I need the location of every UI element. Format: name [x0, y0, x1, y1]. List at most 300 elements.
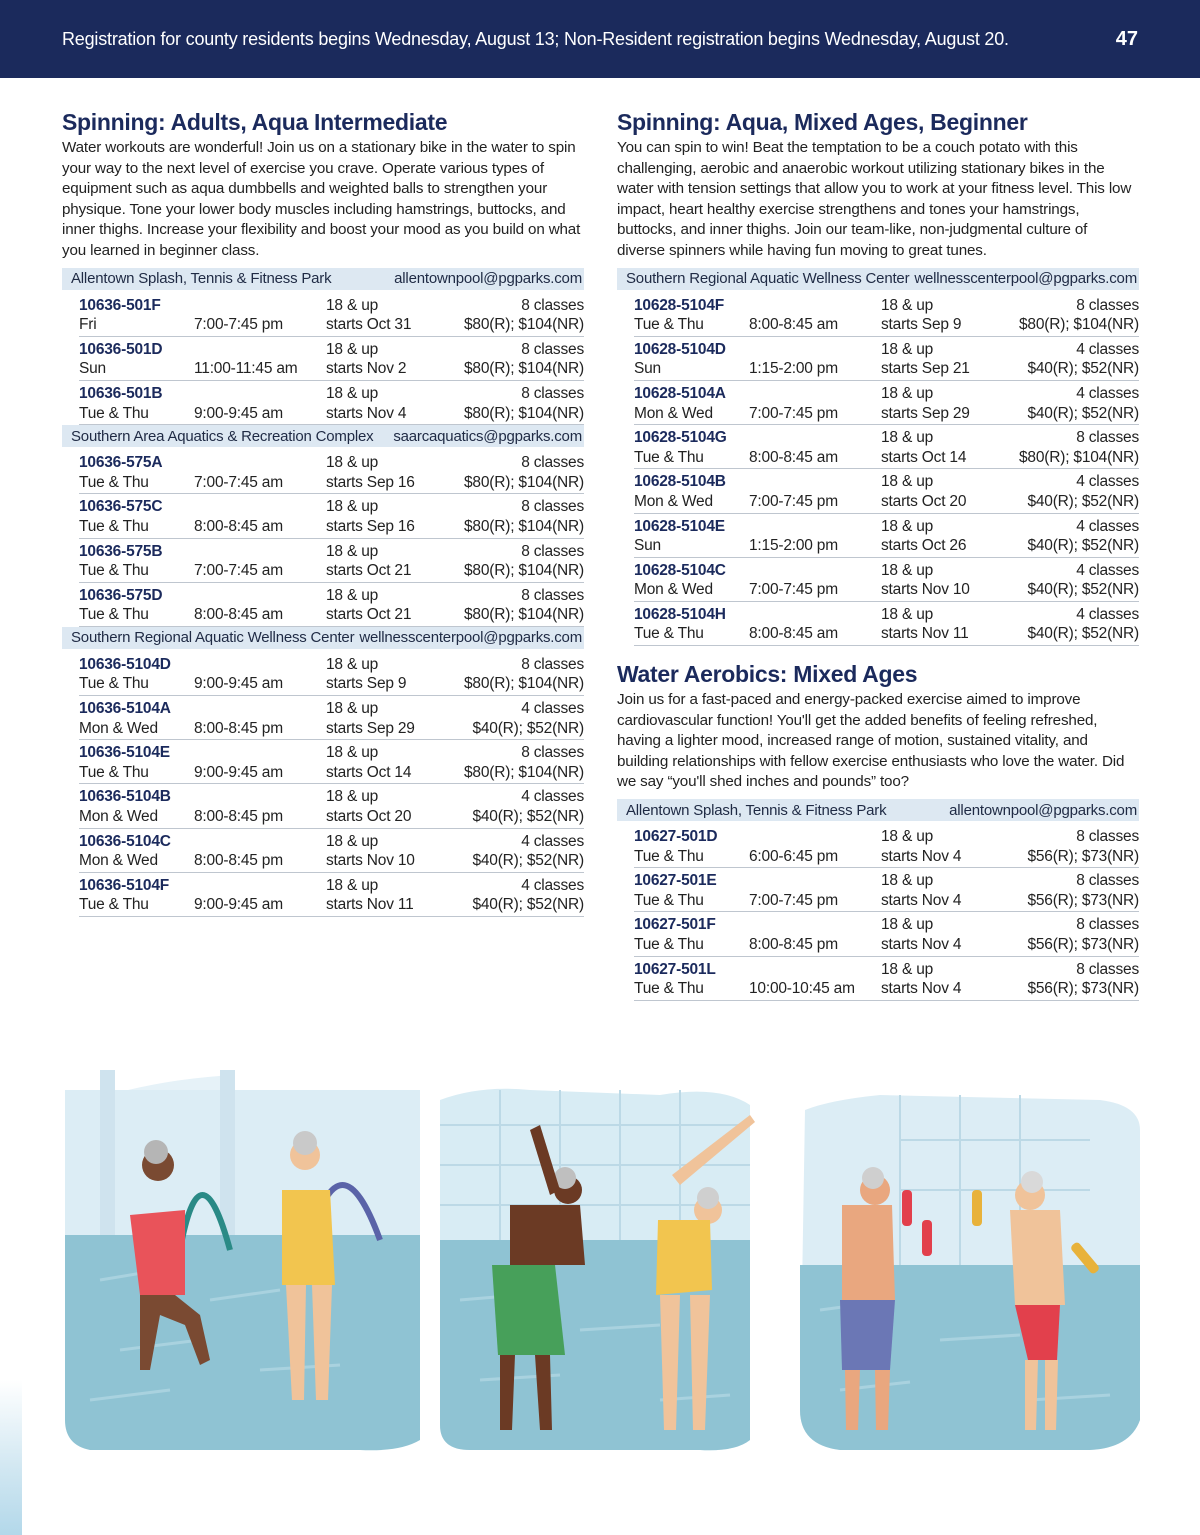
age-range: 18 & up [326, 876, 379, 894]
age-range: 18 & up [881, 872, 934, 890]
session-days: Tue & Thu [79, 517, 149, 535]
age-classes [326, 832, 584, 852]
age-classes [326, 542, 584, 562]
session-days: Sun [634, 537, 661, 555]
class-count: 8 classes [521, 586, 584, 604]
class-count: 8 classes [521, 542, 584, 560]
water-aerobics-hoops-illustration [65, 1070, 420, 1450]
aqua-dumbbells-illustration [800, 1095, 1140, 1450]
session-row [79, 873, 584, 917]
age-classes [326, 497, 584, 517]
session-spacer [194, 340, 326, 360]
age-classes [881, 472, 1139, 492]
age-range: 18 & up [326, 542, 379, 560]
session-row [79, 652, 584, 696]
course-code: 10627-501L [634, 960, 716, 978]
start-fee [881, 847, 1139, 867]
session-list [62, 450, 584, 627]
course-code: 10628-5104E [634, 517, 725, 535]
session-row [79, 583, 584, 627]
section-title: Spinning: Aqua, Mixed Ages, Beginner [617, 109, 1028, 135]
start-date: starts Oct 26 [881, 537, 967, 555]
session-time: 9:00-9:45 am [194, 763, 283, 781]
session-spacer [749, 296, 881, 316]
session-row [634, 425, 1139, 469]
session-list [62, 652, 584, 917]
start-date: starts Oct 31 [326, 316, 412, 334]
start-date: starts Nov 11 [326, 896, 414, 914]
session-time: 8:00-8:45 pm [749, 936, 838, 953]
session-days: Tue & Thu [79, 606, 149, 624]
session-days: Tue & Thu [79, 675, 149, 693]
fee: $80(R); $104(NR) [464, 316, 584, 334]
session-days: Mon & Wed [634, 581, 713, 599]
page-number: 47 [1115, 27, 1138, 50]
start-fee [326, 674, 584, 694]
session-days: Sun [79, 360, 106, 378]
age-classes [881, 340, 1139, 360]
course-code: 10636-5104C [79, 832, 171, 850]
fee: $56(R); $73(NR) [1027, 847, 1139, 865]
session-spacer [749, 472, 881, 492]
session-days: Tue & Thu [634, 936, 704, 953]
age-classes [881, 605, 1139, 625]
age-classes [326, 655, 584, 675]
start-fee [326, 719, 584, 739]
course-code: 10627-501E [634, 872, 717, 890]
start-date: starts Oct 20 [881, 492, 967, 510]
session-days: Mon & Wed [79, 808, 158, 826]
age-classes [326, 296, 584, 316]
course-code: 10636-5104D [79, 655, 171, 673]
session-spacer [194, 586, 326, 606]
session-row [634, 602, 1139, 646]
session-time: 8:00-8:45 pm [194, 808, 283, 826]
fee: $80(R); $104(NR) [464, 562, 584, 580]
age-classes [326, 743, 584, 763]
fee: $80(R); $104(NR) [464, 404, 584, 422]
location-email[interactable]: allentownpool@pgparks.com [949, 801, 1137, 819]
session-row [634, 824, 1139, 868]
fee: $40(R); $52(NR) [1027, 625, 1139, 643]
water-stretching-illustration [440, 1089, 755, 1451]
fee: $40(R); $52(NR) [1027, 537, 1139, 555]
start-fee [326, 895, 584, 915]
age-range: 18 & up [881, 340, 934, 358]
class-count: 4 classes [1076, 384, 1139, 402]
session-days: Mon & Wed [79, 719, 158, 737]
age-range: 18 & up [326, 832, 379, 850]
age-range: 18 & up [326, 454, 379, 472]
session-spacer [194, 876, 326, 896]
start-fee [326, 561, 584, 581]
course-code: 10628-5104F [634, 296, 725, 314]
age-range: 18 & up [881, 960, 934, 978]
fee: $80(R); $104(NR) [464, 606, 584, 624]
session-time: 7:00-7:45 pm [194, 316, 283, 334]
session-days: Tue & Thu [79, 404, 149, 422]
session-time: 8:00-8:45 am [194, 517, 283, 535]
session-spacer [194, 453, 326, 473]
age-range: 18 & up [326, 498, 379, 516]
class-count: 4 classes [1076, 473, 1139, 491]
session-spacer [749, 561, 881, 581]
start-fee [881, 979, 1139, 999]
fee: $80(R); $104(NR) [464, 763, 584, 781]
age-range: 18 & up [326, 340, 379, 358]
session-days: Tue & Thu [634, 316, 704, 334]
session-days: Tue & Thu [79, 763, 149, 781]
fee: $80(R); $104(NR) [464, 517, 584, 535]
section-description: You can spin to win! Beat the temptation to be a couch potato with this challenging, aerobic and anaerobic workout utilizing stationary bikes in the water with tension settings that allow you to work at your fitness level. This low impact, heart healthy exercise strengthens and tones your hamstrings, buttocks, and inner thighs. Join our team-like, non-judgmental culture of diverse spinners while having fun moving to great tunes. [617, 139, 1132, 259]
age-classes [326, 787, 584, 807]
session-days: Tue & Thu [79, 896, 149, 914]
fee: $56(R); $73(NR) [1027, 936, 1139, 953]
session-row [79, 381, 584, 425]
class-count: 8 classes [1076, 872, 1139, 890]
class-count: 8 classes [1076, 960, 1139, 978]
session-time: 1:15-2:00 pm [749, 360, 838, 378]
start-fee [881, 536, 1139, 556]
start-fee [881, 404, 1139, 424]
start-date: starts Nov 4 [881, 847, 962, 865]
fee: $40(R); $52(NR) [472, 808, 584, 826]
session-days: Tue & Thu [79, 473, 149, 491]
age-range: 18 & up [326, 788, 379, 806]
age-range: 18 & up [881, 473, 934, 491]
age-range: 18 & up [881, 561, 934, 579]
age-classes [881, 960, 1139, 980]
class-count: 4 classes [521, 876, 584, 894]
session-days: Sun [634, 360, 661, 378]
location-list [62, 268, 584, 917]
age-classes [326, 384, 584, 404]
start-date: starts Nov 2 [326, 360, 407, 378]
age-range: 18 & up [326, 655, 379, 673]
start-fee [881, 492, 1139, 512]
session-list [617, 824, 1139, 1001]
start-fee [881, 891, 1139, 911]
session-spacer [749, 428, 881, 448]
session-spacer [749, 517, 881, 537]
class-count: 4 classes [1076, 340, 1139, 358]
age-classes [326, 453, 584, 473]
session-days: Tue & Thu [79, 562, 149, 580]
session-spacer [194, 655, 326, 675]
course-code: 10628-5104B [634, 473, 726, 491]
session-row [634, 514, 1139, 558]
course-code: 10627-501D [634, 828, 718, 846]
start-fee [881, 624, 1139, 644]
start-date: starts Oct 21 [326, 606, 412, 624]
age-classes [326, 340, 584, 360]
course-code: 10636-5104F [79, 876, 170, 894]
start-date: starts Sep 29 [881, 404, 970, 422]
fee: $40(R); $52(NR) [472, 852, 584, 870]
session-days: Tue & Thu [634, 891, 704, 909]
section-description: Water workouts are wonderful! Join us on a stationary bike in the water to spin your way to the next level of exercise you crave. Operate various types of equipment such as aqua dumbbells and weighted balls to strengthen your physique. Tone your lower body muscles including hamstrings, buttocks, and inner thighs. Increase your flexibility and boost your mood as you build on what you learned in beginner class. [62, 139, 581, 259]
location-name: Southern Regional Aquatic Wellness Center [71, 629, 355, 647]
session-row [634, 868, 1139, 912]
location-name: Allentown Splash, Tennis & Fitness Park [71, 270, 332, 288]
age-classes [326, 876, 584, 896]
session-spacer [749, 340, 881, 360]
session-spacer [749, 384, 881, 404]
session-spacer [194, 743, 326, 763]
course-code: 10636-501F [79, 296, 161, 314]
fee: $80(R); $104(NR) [1019, 316, 1139, 334]
fee: $56(R); $73(NR) [1027, 980, 1139, 998]
start-fee [326, 851, 584, 871]
start-fee [326, 605, 584, 625]
class-count: 4 classes [1076, 561, 1139, 579]
session-time: 9:00-9:45 am [194, 675, 283, 693]
session-time: 9:00-9:45 am [194, 404, 283, 422]
start-fee [881, 315, 1139, 335]
age-classes [881, 428, 1139, 448]
fee: $80(R); $104(NR) [464, 473, 584, 491]
left-column [62, 108, 584, 917]
location-header [62, 627, 584, 649]
right-column [617, 108, 1139, 1001]
fee: $40(R); $52(NR) [1027, 404, 1139, 422]
fee: $40(R); $52(NR) [1027, 492, 1139, 510]
start-date: starts Nov 4 [881, 936, 962, 953]
start-fee [326, 517, 584, 537]
age-range: 18 & up [326, 700, 379, 718]
start-date: starts Sep 9 [881, 316, 962, 334]
location-header [62, 425, 584, 447]
session-row [79, 337, 584, 381]
location-header [62, 268, 584, 290]
age-range: 18 & up [326, 296, 379, 314]
session-days: Tue & Thu [634, 625, 704, 643]
location-email[interactable]: allentownpool@pgparks.com [394, 270, 582, 288]
course-code: 10636-5104B [79, 788, 171, 806]
location-name: Southern Area Aquatics & Recreation Complex [71, 427, 374, 445]
class-count: 8 classes [1076, 916, 1139, 934]
course-code: 10636-575B [79, 542, 163, 560]
start-fee [881, 580, 1139, 600]
session-spacer [194, 296, 326, 316]
start-date: starts Nov 4 [326, 404, 407, 422]
age-classes [881, 517, 1139, 537]
location-header [617, 268, 1139, 290]
session-row [79, 450, 584, 494]
age-range: 18 & up [326, 384, 379, 402]
class-count: 8 classes [1076, 429, 1139, 447]
class-count: 8 classes [521, 340, 584, 358]
start-date: starts Oct 20 [326, 808, 412, 826]
course-code: 10628-5104A [634, 384, 726, 402]
start-date: starts Nov 10 [881, 581, 970, 599]
session-time: 6:00-6:45 pm [749, 847, 838, 865]
session-time: 8:00-8:45 am [194, 606, 283, 624]
age-classes [881, 827, 1139, 847]
start-date: starts Nov 4 [881, 980, 962, 998]
session-time: 7:00-7:45 pm [749, 891, 838, 909]
start-fee [881, 935, 1139, 955]
session-spacer [194, 497, 326, 517]
illustrations [60, 1070, 1200, 1470]
fee: $80(R); $104(NR) [1019, 448, 1139, 466]
course-code: 10627-501F [634, 916, 716, 934]
age-classes [326, 586, 584, 606]
session-spacer [749, 915, 881, 935]
class-count: 8 classes [1076, 828, 1139, 846]
session-spacer [749, 871, 881, 891]
age-classes [881, 561, 1139, 581]
session-time: 7:00-7:45 pm [749, 581, 838, 599]
start-date: starts Sep 16 [326, 473, 415, 491]
session-spacer [194, 542, 326, 562]
location-email[interactable]: wellnesscenterpool@pgparks.com [914, 270, 1137, 288]
section-title: Spinning: Adults, Aqua Intermediate [62, 109, 448, 135]
age-range: 18 & up [881, 384, 934, 402]
course-code: 10628-5104C [634, 561, 726, 579]
class-count: 4 classes [521, 788, 584, 806]
start-date: starts Oct 21 [326, 562, 412, 580]
age-range: 18 & up [881, 429, 934, 447]
start-date: starts Oct 14 [326, 763, 412, 781]
age-range: 18 & up [326, 586, 379, 604]
session-days: Tue & Thu [634, 448, 704, 466]
session-row [79, 740, 584, 784]
session-time: 10:00-10:45 am [749, 980, 855, 998]
session-days: Mon & Wed [634, 404, 713, 422]
class-count: 8 classes [521, 655, 584, 673]
start-fee [326, 315, 584, 335]
session-list [62, 293, 584, 426]
age-range: 18 & up [326, 744, 379, 762]
class-count: 8 classes [521, 454, 584, 472]
session-time: 11:00-11:45 am [194, 360, 298, 378]
session-time: 8:00-8:45 am [749, 625, 838, 643]
start-fee [326, 763, 584, 783]
course-code: 10636-5104A [79, 700, 171, 718]
session-row [79, 494, 584, 538]
location-list [617, 799, 1139, 1001]
session-time: 8:00-8:45 pm [194, 719, 283, 737]
session-time: 7:00-7:45 am [194, 473, 283, 491]
course-code: 10628-5104H [634, 605, 726, 623]
start-date: starts Sep 16 [326, 517, 415, 535]
section-description: Join us for a fast-paced and energy-packed exercise aimed to improve cardiovascular function! You'll get the added benefits of feeling refreshed, having a lighter mood, increased range of motion, sustained vitality, and building relationships with fellow exercise enthusiasts who love the water. Did we say “you'll shed inches and pounds” too? [617, 691, 1125, 791]
age-range: 18 & up [881, 605, 934, 623]
location-email[interactable]: saarcaquatics@pgparks.com [393, 427, 582, 445]
start-fee [881, 448, 1139, 468]
start-fee [881, 359, 1139, 379]
start-date: starts Nov 10 [326, 852, 415, 870]
session-row [634, 337, 1139, 381]
session-days: Mon & Wed [79, 852, 158, 870]
course-code: 10636-5104E [79, 744, 170, 762]
start-fee [326, 359, 584, 379]
session-time: 7:00-7:45 pm [749, 404, 838, 422]
start-date: starts Nov 4 [881, 891, 962, 909]
age-classes [881, 296, 1139, 316]
header-banner [0, 0, 1200, 78]
class-count: 4 classes [1076, 517, 1139, 535]
location-header [617, 799, 1139, 821]
session-days: Mon & Wed [634, 492, 713, 510]
course-code: 10636-501B [79, 384, 163, 402]
session-spacer [194, 699, 326, 719]
course-code: 10636-575A [79, 454, 163, 472]
location-email[interactable]: wellnesscenterpool@pgparks.com [359, 629, 582, 647]
start-date: starts Nov 11 [881, 625, 969, 643]
session-row [634, 558, 1139, 602]
start-fee [326, 473, 584, 493]
session-days: Fri [79, 316, 97, 334]
session-row [79, 293, 584, 337]
session-time: 7:00-7:45 pm [749, 492, 838, 510]
start-fee [326, 807, 584, 827]
location-name: Allentown Splash, Tennis & Fitness Park [626, 801, 887, 819]
section-title: Water Aerobics: Mixed Ages [617, 661, 918, 688]
age-classes [881, 384, 1139, 404]
session-time: 9:00-9:45 am [194, 896, 283, 914]
session-days: Tue & Thu [634, 980, 704, 998]
session-days: Tue & Thu [634, 847, 704, 865]
age-range: 18 & up [881, 296, 934, 314]
age-classes [326, 699, 584, 719]
fee: $40(R); $52(NR) [472, 896, 584, 914]
start-fee [326, 404, 584, 424]
class-count: 8 classes [521, 498, 584, 516]
session-time: 8:00-8:45 am [749, 316, 838, 334]
age-classes [881, 915, 1139, 935]
age-range: 18 & up [881, 916, 934, 934]
session-spacer [749, 960, 881, 980]
class-count: 4 classes [521, 700, 584, 718]
session-row [634, 381, 1139, 425]
class-count: 4 classes [1076, 605, 1139, 623]
session-row [634, 957, 1139, 1001]
location-name: Southern Regional Aquatic Wellness Center [626, 270, 910, 288]
session-row [634, 469, 1139, 513]
session-row [79, 829, 584, 873]
course-code: 10636-575C [79, 498, 163, 516]
session-spacer [194, 384, 326, 404]
class-count: 4 classes [521, 832, 584, 850]
session-time: 1:15-2:00 pm [749, 537, 838, 555]
session-time: 7:00-7:45 am [194, 562, 283, 580]
age-classes [881, 871, 1139, 891]
start-date: starts Sep 21 [881, 360, 970, 378]
registration-notice: Registration for county residents begins Wednesday, August 13; Non-Resident registration begins Wednesday, August 20. [62, 28, 1009, 49]
start-date: starts Oct 14 [881, 448, 967, 466]
session-row [79, 784, 584, 828]
start-date: starts Sep 29 [326, 719, 415, 737]
session-spacer [749, 605, 881, 625]
class-count: 8 classes [521, 384, 584, 402]
water-splash-decoration [0, 1380, 22, 1535]
location-list [617, 268, 1139, 647]
session-row [79, 696, 584, 740]
class-count: 8 classes [1076, 296, 1139, 314]
age-range: 18 & up [881, 828, 934, 846]
session-spacer [194, 787, 326, 807]
class-count: 8 classes [521, 744, 584, 762]
fee: $56(R); $73(NR) [1027, 891, 1139, 909]
session-row [634, 912, 1139, 956]
course-code: 10636-575D [79, 586, 163, 604]
fee: $40(R); $52(NR) [1027, 360, 1139, 378]
session-spacer [749, 827, 881, 847]
session-time: 8:00-8:45 am [749, 448, 838, 466]
start-date: starts Sep 9 [326, 675, 407, 693]
